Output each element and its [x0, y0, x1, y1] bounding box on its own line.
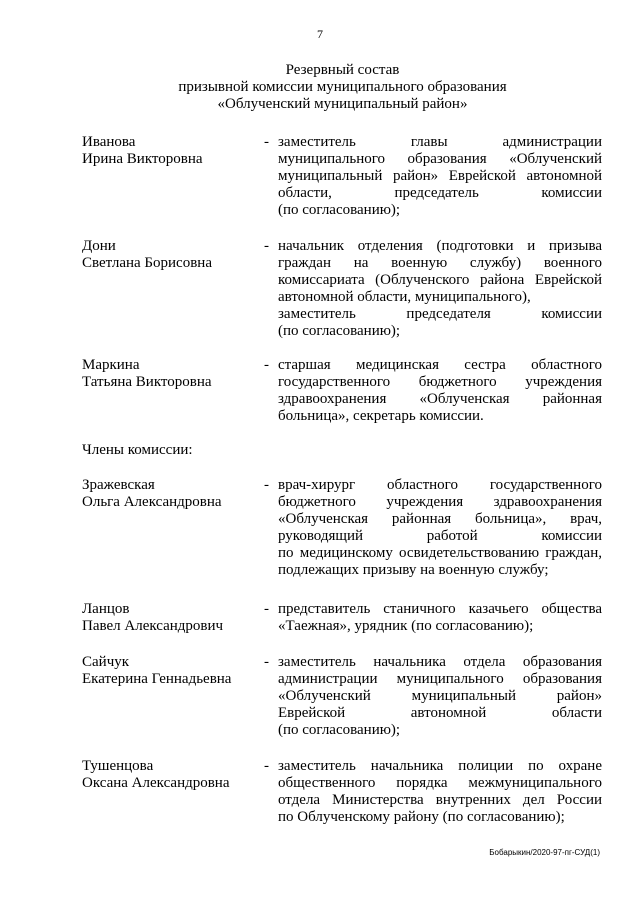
role-line: отдела Министерства внутренних дел России	[278, 792, 602, 808]
dash-separator: -	[264, 238, 269, 254]
member-name	[82, 758, 262, 792]
member-name	[82, 654, 262, 688]
role-line: заместитель начальника отдела образования	[278, 654, 602, 670]
given-names: Оксана Александровна	[82, 775, 230, 791]
role-line: по Облученскому району (по согласованию);	[278, 809, 565, 825]
dash-separator: -	[264, 654, 269, 670]
surname: Иванова	[82, 134, 136, 150]
member-name	[82, 601, 262, 635]
heading-line-3: «Облученский муниципальный район»	[217, 96, 468, 112]
document-heading	[0, 62, 640, 113]
surname: Зражевская	[82, 477, 155, 493]
role-line: заместитель начальника полиции по охране	[278, 758, 602, 774]
member-role	[278, 238, 602, 340]
dash-separator: -	[264, 477, 269, 493]
role-line: врач-хирург областного государственного	[278, 477, 602, 493]
surname: Дони	[82, 238, 116, 254]
member-role	[278, 134, 602, 219]
surname: Маркина	[82, 357, 140, 373]
role-line: здравоохранения «Облученская районная	[278, 391, 602, 407]
role-line: «Облученская районная больница», врач,	[278, 511, 602, 527]
dash-separator: -	[264, 601, 269, 617]
page-number: 7	[317, 27, 323, 41]
dash-separator: -	[264, 134, 269, 150]
role-line: (по согласованию);	[278, 722, 401, 738]
member-name	[82, 238, 262, 272]
role-line: (по согласованию);	[278, 323, 401, 339]
role-line: «Таежная», урядник (по согласованию);	[278, 618, 534, 634]
role-line: представитель станичного казачьего общества	[278, 601, 602, 617]
member-name	[82, 357, 262, 391]
role-line: начальник отделения (подготовки и призыва	[278, 238, 602, 254]
role-line: муниципального образования «Облученский	[278, 151, 602, 167]
role-line: автономной области, муниципального),	[278, 289, 531, 305]
role-line: комиссариата (Облученского района Еврейской	[278, 272, 602, 288]
dash-separator: -	[264, 357, 269, 373]
member-role	[278, 357, 602, 425]
given-names: Ирина Викторовна	[82, 151, 203, 167]
member-role	[278, 758, 602, 826]
role-line: заместитель главы администрации	[278, 134, 602, 150]
role-line: по медицинскому освидетельствованию граждан,	[278, 545, 602, 561]
role-line: «Облученский муниципальный район»	[278, 688, 602, 704]
role-line: больница», секретарь комиссии.	[278, 408, 484, 424]
given-names: Татьяна Викторовна	[82, 374, 212, 390]
dash-separator: -	[264, 758, 269, 774]
member-role	[278, 477, 602, 579]
heading-line-1: Резервный состав	[285, 62, 400, 78]
document-code: Бобарыкин/2020-97-пг-СУД(1)	[489, 848, 600, 857]
role-line: подлежащих призыву на военную службу;	[278, 562, 549, 578]
given-names: Светлана Борисовна	[82, 255, 212, 271]
role-line: бюджетного учреждения здравоохранения	[278, 494, 602, 510]
member-role	[278, 601, 602, 635]
member-role	[278, 654, 602, 739]
surname: Ланцов	[82, 601, 130, 617]
heading-line-2: призывной комиссии муниципального образования	[178, 79, 507, 95]
role-line: общественного порядка межмуниципального	[278, 775, 602, 791]
role-line: старшая медицинская сестра областного	[278, 357, 602, 373]
role-line: руководящий работой комиссии	[278, 528, 602, 544]
member-name	[82, 477, 262, 511]
role-line: заместитель председателя комиссии	[278, 306, 602, 322]
role-line: Еврейской автономной области	[278, 705, 602, 721]
role-line: государственного бюджетного учреждения	[278, 374, 602, 390]
role-line: области, председатель комиссии	[278, 185, 602, 201]
surname: Сайчук	[82, 654, 130, 670]
members-section-label: Члены комиссии:	[82, 442, 193, 458]
role-line: администрации муниципального образования	[278, 671, 602, 687]
given-names: Ольга Александровна	[82, 494, 222, 510]
member-name	[82, 134, 262, 168]
role-line: (по согласованию);	[278, 202, 401, 218]
role-line: граждан на военную службу) военного	[278, 255, 602, 271]
given-names: Павел Александрович	[82, 618, 224, 634]
given-names: Екатерина Геннадьевна	[82, 671, 232, 687]
role-line: муниципальный район» Еврейской автономной	[278, 168, 602, 184]
surname: Тушенцова	[82, 758, 154, 774]
